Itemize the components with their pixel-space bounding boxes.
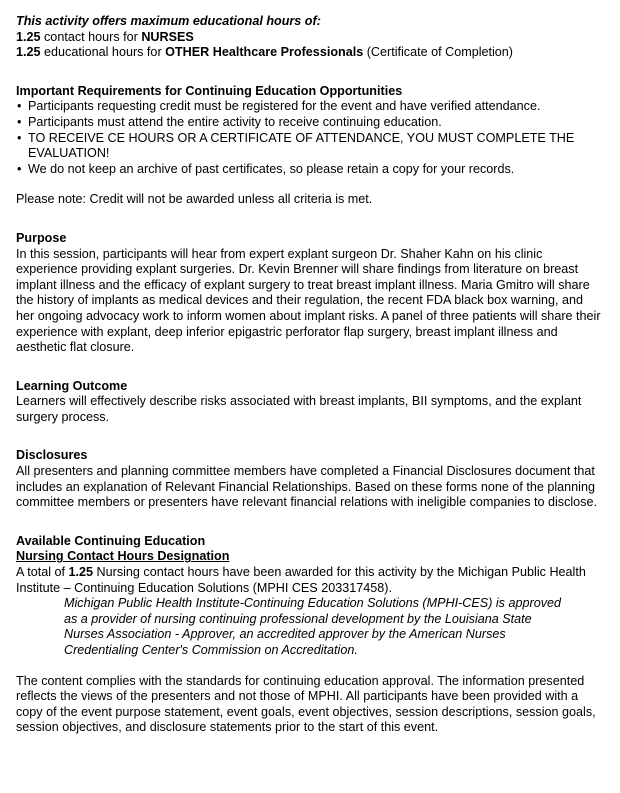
- other-hours-line: [16, 45, 604, 61]
- credit-note: Please note: Credit will not be awarded unless all criteria is met.: [16, 192, 373, 207]
- disclosures-heading: Disclosures: [16, 448, 88, 463]
- purpose-body: In this session, participants will hear from expert explant surgeon Dr. Shaher Kahn on his clinic experience providing explant surgeries. Dr. Kevin Brenner will share findings from literature on breast implant illness and the efficacy of explant surgery to treat breast implant illness. Maria Gmitro will share the history of implants as medical devices and their regulation, the recent FDA black box warning, and her ongoing advocacy work to inform women about implant risks. A panel of three patients will share their experience with explant, deep inferior epigastric perforator flap surgery, breast implant illness and aesthetic flat closure.: [16, 246, 601, 355]
- list-item: • TO RECEIVE CE HOURS OR A CERTIFICATE OF ATTENDANCE, YOU MUST COMPLETE THE EVALUATION!: [16, 131, 604, 162]
- other-hours-value: 1.25: [16, 45, 41, 60]
- award-hours: 1.25: [68, 565, 94, 580]
- requirements-heading: Important Requirements for Continuing Education Opportunities: [16, 83, 403, 98]
- learning-outcome-heading: Learning Outcome: [16, 378, 128, 393]
- requirements-section: [16, 84, 604, 208]
- award-statement: [16, 565, 604, 596]
- purpose-heading: Purpose: [16, 230, 67, 245]
- compliance-statement: The content complies with the standards for continuing education approval. The information presented reflects the views of the presenters and not those of MPHI. All participants have been provided with a copy of the event purpose statement, event goals, event objectives, session descriptions, session goals, session objectives, and disclosure statements prior to the start of this event.: [16, 673, 596, 735]
- purpose-section: [16, 231, 604, 356]
- nurses-hours-line: [16, 30, 604, 46]
- continuing-education-section: [16, 534, 604, 736]
- ce-heading: Available Continuing Education: [16, 533, 206, 548]
- award-suffix: Nursing contact hours have been awarded for this activity by the Michigan Public Health Institute – Continuing Education Solutions (MPHI CES 203317458).: [16, 565, 586, 595]
- intro-section: [16, 14, 604, 61]
- nurses-hours-value: 1.25: [16, 29, 41, 44]
- nurses-label: NURSES: [141, 29, 194, 44]
- nursing-designation-subheading: Nursing Contact Hours Designation: [16, 549, 230, 564]
- disclosures-section: [16, 448, 604, 510]
- list-item: • Participants requesting credit must be registered for the event and have verified attendance.: [16, 99, 604, 115]
- other-hours-text: educational hours for: [40, 45, 166, 60]
- award-prefix: A total of: [16, 565, 69, 580]
- learning-outcome-section: [16, 379, 604, 426]
- intro-title: This activity offers maximum educational hours of:: [16, 14, 321, 28]
- disclosures-body: All presenters and planning committee members have completed a Financial Disclosures document that includes an explanation of Relevant Financial Relationships. Based on these forms none of the planning committee members or presenters have relevant financial relations with ineligible companies to disclose.: [16, 464, 597, 510]
- nurses-hours-text: contact hours for: [40, 29, 142, 44]
- requirements-list: [16, 99, 604, 177]
- list-item: • Participants must attend the entire activity to receive continuing education.: [16, 115, 604, 131]
- learning-outcome-body: Learners will effectively describe risks associated with breast implants, BII symptoms, and the explant surgery process.: [16, 394, 582, 424]
- accreditation-statement: Michigan Public Health Institute-Continuing Education Solutions (MPHI-CES) is approved as a provider of nursing continuing professional development by the Louisiana State Nurses Association - Approver, an accredited approver by the American Nurses Credentialing Center's Commission on Accreditation.: [64, 596, 561, 657]
- certificate-note: (Certificate of Completion): [363, 45, 513, 60]
- list-item: • We do not keep an archive of past certificates, so please retain a copy for your records.: [16, 162, 604, 178]
- other-professionals-label: OTHER Healthcare Professionals: [165, 45, 364, 60]
